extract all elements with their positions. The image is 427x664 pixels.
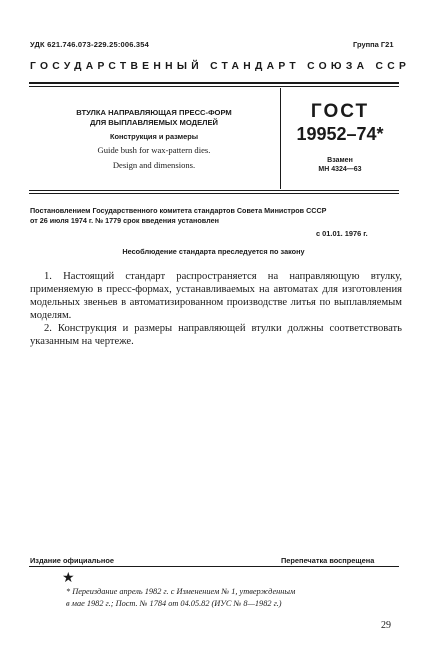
star-icon: ★: [62, 570, 75, 586]
title-ru-line1: ВТУЛКА НАПРАВЛЯЮЩАЯ ПРЕСС-ФОРМ: [76, 108, 232, 117]
top-rule-thin: [29, 86, 399, 87]
title-en-line2: Design and dimensions.: [112, 159, 196, 170]
udk-code: УДК 621.746.073-229.25:006.354: [30, 40, 150, 49]
official-edition: Издание официальное: [30, 556, 115, 565]
document-title: [36, 108, 272, 170]
effective-date: с 01.01. 1976 г.: [316, 229, 368, 238]
top-rule-thick: [29, 82, 399, 84]
replaces-label: Взамен: [327, 157, 353, 164]
footer-rule: [29, 566, 399, 567]
gost-designation: [280, 102, 400, 174]
replaces-value: МН 4324—63: [318, 166, 362, 173]
title-ru-subtitle: Конструкция и размеры: [109, 132, 199, 141]
decree-text: [30, 206, 402, 226]
decree-line1: Постановлением Государственного комитета стандартов Совета Министров СССР: [30, 206, 327, 215]
state-standard-heading: ГОСУДАРСТВЕННЫЙ СТАНДАРТ СОЮЗА ССР: [30, 61, 411, 72]
reissue-note: [66, 586, 402, 609]
title-en-line1: Guide bush for wax-pattern dies.: [97, 145, 211, 155]
decree-line2: от 26 июля 1974 г. № 1779 срок введения установлен: [30, 216, 219, 225]
paragraph-2: 2. Конструкция и размеры направляющей втулки должны соответствовать указанным на чертеже.: [30, 323, 402, 347]
group-code: Группа Г21: [353, 40, 394, 49]
reprint-prohibited: Перепечатка воспрещена: [281, 556, 375, 565]
title-rule-2: [29, 193, 399, 194]
page-number: 29: [381, 620, 391, 631]
title-rule-1: [29, 190, 399, 191]
reissue-line2: в мае 1982 г.; Пост. № 1784 от 04.05.82 (ИУС № 8—1982 г.): [66, 598, 282, 608]
penalty-notice: Несоблюдение стандарта преследуется по закону: [122, 247, 305, 256]
title-ru-line2: ДЛЯ ВЫПЛАВЛЯЕМЫХ МОДЕЛЕЙ: [89, 118, 219, 127]
gost-number: 19952–74*: [296, 124, 384, 144]
paragraph-1: 1. Настоящий стандарт распространяется на направляющую втулку, применяемую в пресс-формах, устанавливаемых на автоматах для изготовления модельных звеньев в автоматизированном производстве литья по выплавляемым моделям.: [30, 271, 402, 321]
body-text: [30, 270, 402, 348]
reissue-line1: * Переиздание апрель 1982 г. с Изменением № 1, утвержденным: [66, 587, 296, 596]
gost-label: ГОСТ: [310, 101, 370, 122]
